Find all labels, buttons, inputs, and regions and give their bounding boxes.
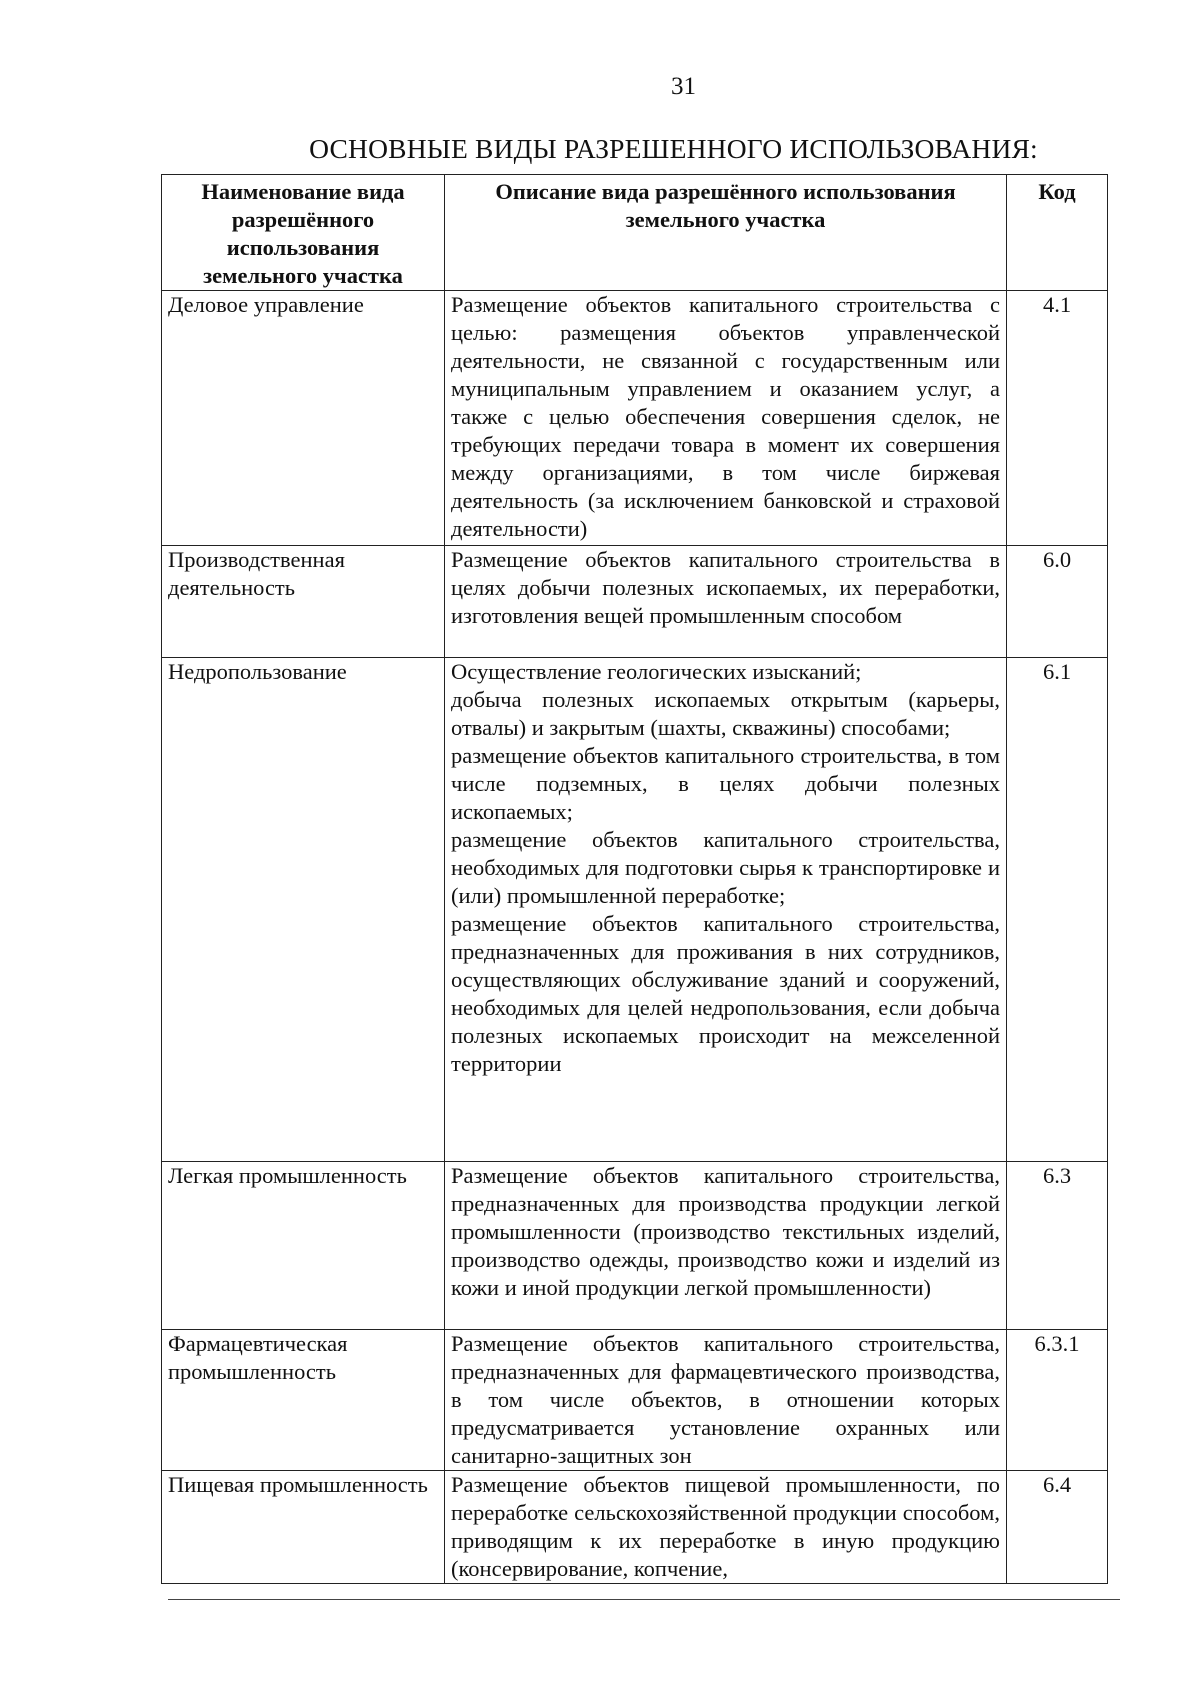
row-name: Легкая промышленность bbox=[162, 1162, 445, 1330]
description-line: размещение объектов капитального строительства, необходимых для подготовки сырья к транспортировке и (или) промышленной переработке; bbox=[451, 827, 1000, 908]
row-code: 6.3.1 bbox=[1007, 1330, 1108, 1471]
description-line: размещение объектов капитального строительства, в том числе подземных, в целях добычи полезных ископаемых; bbox=[451, 743, 1000, 824]
row-code: 6.0 bbox=[1007, 546, 1108, 658]
page-title: ОСНОВНЫЕ ВИДЫ РАЗРЕШЕННОГО ИСПОЛЬЗОВАНИЯ: bbox=[309, 133, 1038, 164]
row-description: Размещение объектов капитального строительства с целью: размещения объектов управленческой деятельности, не связанной с государственным или муниципальным управлением и оказанием услуг, а также с целью обеспечения совершения сделок, не требующих передачи товара в момент их совершения между организациями, в том числе биржевая деятельность (за исключением банковской и страховой деятельности) bbox=[445, 291, 1007, 546]
row-name: Деловое управление bbox=[162, 291, 445, 546]
row-code: 6.4 bbox=[1007, 1471, 1108, 1584]
page-number: 31 bbox=[671, 73, 696, 100]
description-line: добыча полезных ископаемых открытым (карьеры, отвалы) и закрытым (шахты, скважины) способами; bbox=[451, 687, 1000, 740]
row-description bbox=[445, 658, 1007, 1162]
row-code: 4.1 bbox=[1007, 291, 1108, 546]
table-row bbox=[162, 291, 1108, 546]
row-description: Размещение объектов капитального строительства в целях добычи полезных ископаемых, их переработки, изготовления вещей промышленным способом bbox=[445, 546, 1007, 658]
column-header-description: Описание вида разрешённого использования земельного участка bbox=[445, 175, 1007, 291]
table-row bbox=[162, 1330, 1108, 1471]
column-header-name: Наименование вида разрешённого использования земельного участка bbox=[162, 175, 445, 291]
row-description: Размещение объектов капитального строительства, предназначенных для производства продукции легкой промышленности (производство текстильных изделий, производство одежды, производство кожи и изделий из кожи и иной продукции легкой промышленности) bbox=[445, 1162, 1007, 1330]
column-header-code: Код bbox=[1007, 175, 1108, 291]
row-code: 6.1 bbox=[1007, 658, 1108, 1162]
row-description: Размещение объектов капитального строительства, предназначенных для фармацевтического производства, в том числе объектов, в отношении которых предусматривается установление охранных или санитарно-защитных зон bbox=[445, 1330, 1007, 1471]
description-line: Осуществление геологических изысканий; bbox=[451, 659, 862, 684]
row-description: Размещение объектов пищевой промышленности, по переработке сельскохозяйственной продукции способом, приводящим к их переработке в иную продукцию (консервирование, копчение, bbox=[445, 1471, 1007, 1584]
row-name: Недропользование bbox=[162, 658, 445, 1162]
land-use-table bbox=[161, 174, 1108, 1584]
table-row bbox=[162, 1471, 1108, 1584]
table-row bbox=[162, 1162, 1108, 1330]
table-row bbox=[162, 546, 1108, 658]
row-name: Фармацевтическая промышленность bbox=[162, 1330, 445, 1471]
row-name: Производственная деятельность bbox=[162, 546, 445, 658]
table-header-row bbox=[162, 175, 1108, 291]
row-name: Пищевая промышленность bbox=[162, 1471, 445, 1584]
description-line: размещение объектов капитального строительства, предназначенных для проживания в них сотрудников, осуществляющих обслуживание зданий и сооружений, необходимых для целей недропользования, если добыча полезных ископаемых происходит на межселенной территории bbox=[451, 911, 1000, 1076]
table-row bbox=[162, 658, 1108, 1162]
row-code: 6.3 bbox=[1007, 1162, 1108, 1330]
footer-divider bbox=[168, 1599, 1120, 1600]
